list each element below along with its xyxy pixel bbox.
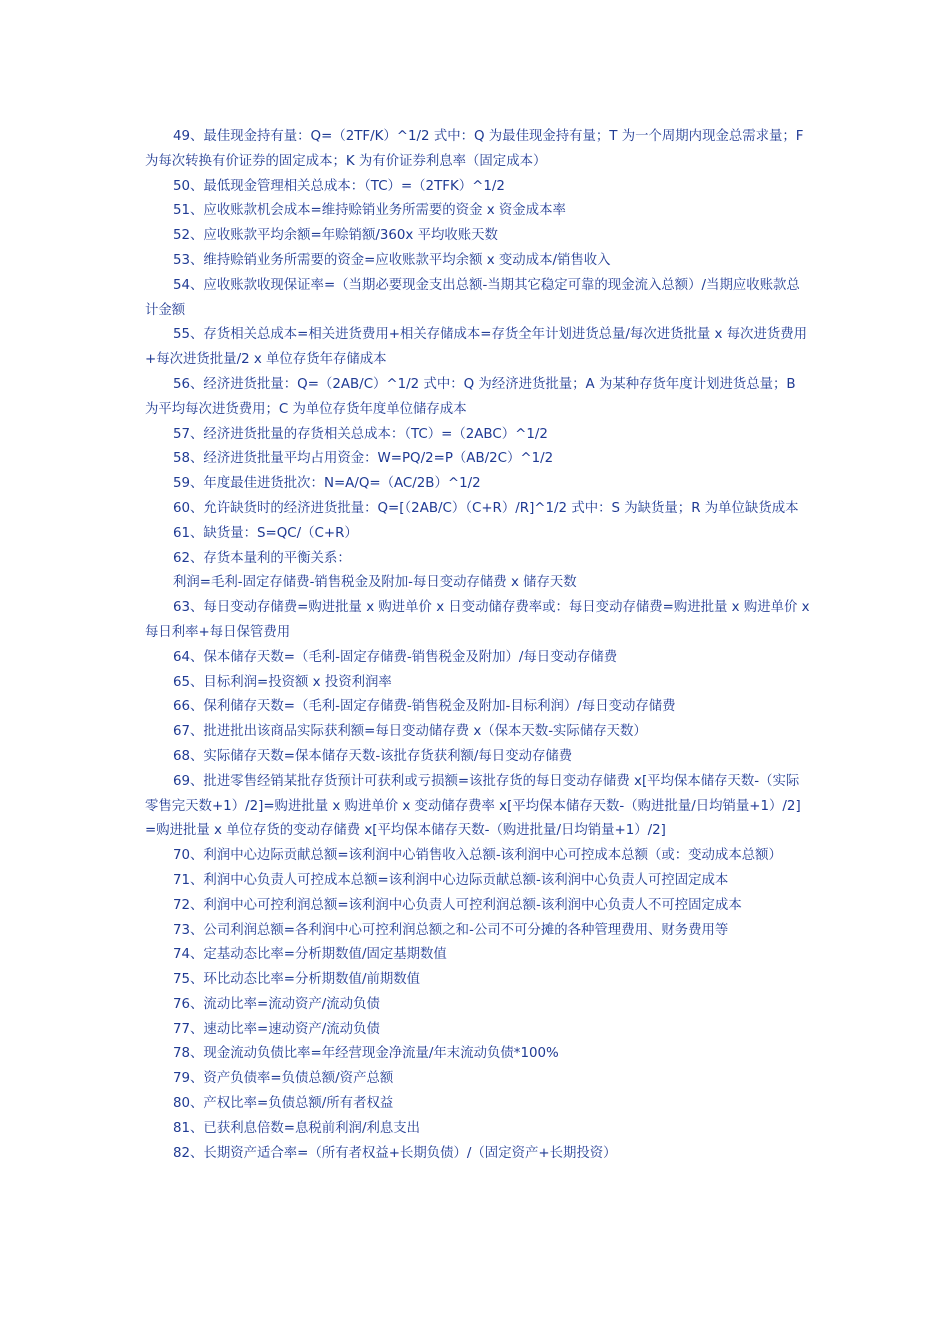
formula-68: 68、实际储存天数=保本储存天数-该批存货获利额/每日变动存储费 xyxy=(173,748,573,764)
formula-62: 62、存货本量利的平衡关系： xyxy=(173,550,351,566)
formula-71: 71、利润中心负责人可控成本总额=该利润中心边际贡献总额-该利润中心负责人可控固定成本 xyxy=(173,872,729,888)
formula-67: 67、批进批出该商品实际获利额=每日变动储存费 x（保本天数-实际储存天数） xyxy=(173,724,647,740)
formula-72: 72、利润中心可控利润总额=该利润中心负责人可控利润总额-该利润中心负责人不可控固定成本 xyxy=(173,897,742,913)
formula-63: 63、每日变动存储费=购进批量 x 购进单价 x 日变动储存费率或：每日变动存储费=购进批量 x 购进单价 x 每日利率+每日保管费用 xyxy=(145,600,810,640)
formula-50: 50、最低现金管理相关总成本：（TC）=（2TFK）^1/2 xyxy=(173,178,505,194)
formula-74: 74、定基动态比率=分析期数值/固定基期数值 xyxy=(173,947,447,963)
formula-82: 82、长期资产适合率=（所有者权益+长期负债）/（固定资产+长期投资） xyxy=(173,1145,617,1161)
formula-65: 65、目标利润=投资额 x 投资利润率 xyxy=(173,674,392,690)
formula-78: 78、现金流动负债比率=年经营现金净流量/年末流动负债*100% xyxy=(173,1046,559,1062)
document-page xyxy=(145,125,810,1166)
formula-75: 75、环比动态比率=分析期数值/前期数值 xyxy=(173,972,421,988)
formula-73: 73、公司利润总额=各利润中心可控利润总额之和-公司不可分摊的各种管理费用、财务费用等 xyxy=(173,922,729,938)
formula-70: 70、利润中心边际贡献总额=该利润中心销售收入总额-该利润中心可控成本总额（或：变动成本总额） xyxy=(173,848,782,864)
formula-57: 57、经济进货批量的存货相关总成本：（TC）=（2ABC）^1/2 xyxy=(173,426,548,442)
formula-61: 61、缺货量：S=QC/（C+R） xyxy=(173,525,358,541)
formula-80: 80、产权比率=负债总额/所有者权益 xyxy=(173,1096,394,1112)
formula-55: 55、存货相关总成本=相关进货费用+相关存储成本=存货全年计划进货总量/每次进货批量 x 每次进货费用+每次进货批量/2 x 单位存货年存储成本 xyxy=(145,327,808,368)
formula-59: 59、年度最佳进货批次：N=A/Q=（AC/2B）^1/2 xyxy=(173,476,481,492)
formula-69: 69、批进零售经销某批存货预计可获利或亏损额=该批存货的每日变动存储费 x[平均保本储存天数-（实际零售完天数+1）/2]=购进批量 x 购进单价 x 变动储存费率 x[平均保本储存天数-（购进批量/日均销量+1）/2]=购进批量 x 单位存货的变动存储费 x[平均保本储存天数-（购进批量/日均销量+1）/2] xyxy=(145,773,801,839)
formula-53: 53、维持赊销业务所需要的资金=应收账款平均余额 x 变动成本/销售收入 xyxy=(173,252,611,268)
formula-64: 64、保本储存天数=（毛利-固定存储费-销售税金及附加）/每日变动存储费 xyxy=(173,649,618,665)
formula-54: 54、应收账款收现保证率=（当期必要现金支出总额-当期其它稳定可靠的现金流入总额）/当期应收账款总计金额 xyxy=(145,277,800,318)
formula-76: 76、流动比率=流动资产/流动负债 xyxy=(173,996,380,1012)
formula-56: 56、经济进货批量：Q=（2AB/C）^1/2 式中：Q 为经济进货批量；A 为某种存货年度计划进货总量；B 为平均每次进货费用；C 为单位存货年度单位储存成本 xyxy=(145,376,796,417)
formula-52: 52、应收账款平均余额=年赊销额/360x 平均收账天数 xyxy=(173,228,498,244)
formula-79: 79、资产负债率=负债总额/资产总额 xyxy=(173,1071,394,1087)
formula-51: 51、应收账款机会成本=维持赊销业务所需要的资金 x 资金成本率 xyxy=(173,203,566,219)
formula-60: 60、允许缺货时的经济进货批量：Q=[（2AB/C）（C+R）/R]^1/2 式中：S 为缺货量；R 为单位缺货成本 xyxy=(173,500,799,516)
formula-66: 66、保利储存天数=（毛利-固定存储费-销售税金及附加-目标利润）/每日变动存储费 xyxy=(173,699,676,715)
formula-77: 77、速动比率=速动资产/流动负债 xyxy=(173,1021,380,1037)
formula-62-detail: 利润=毛利-固定存储费-销售税金及附加-每日变动存储费 x 储存天数 xyxy=(173,575,577,591)
formula-58: 58、经济进货批量平均占用资金：W=PQ/2=P（AB/2C）^1/2 xyxy=(173,451,554,467)
formula-81: 81、已获利息倍数=息税前利润/利息支出 xyxy=(173,1120,421,1136)
formula-49: 49、最佳现金持有量：Q=（2TF/K）^1/2 式中：Q 为最佳现金持有量；T 为一个周期内现金总需求量；F 为每次转换有价证券的固定成本；K 为有价证券利息率（固定成本） xyxy=(145,129,804,169)
